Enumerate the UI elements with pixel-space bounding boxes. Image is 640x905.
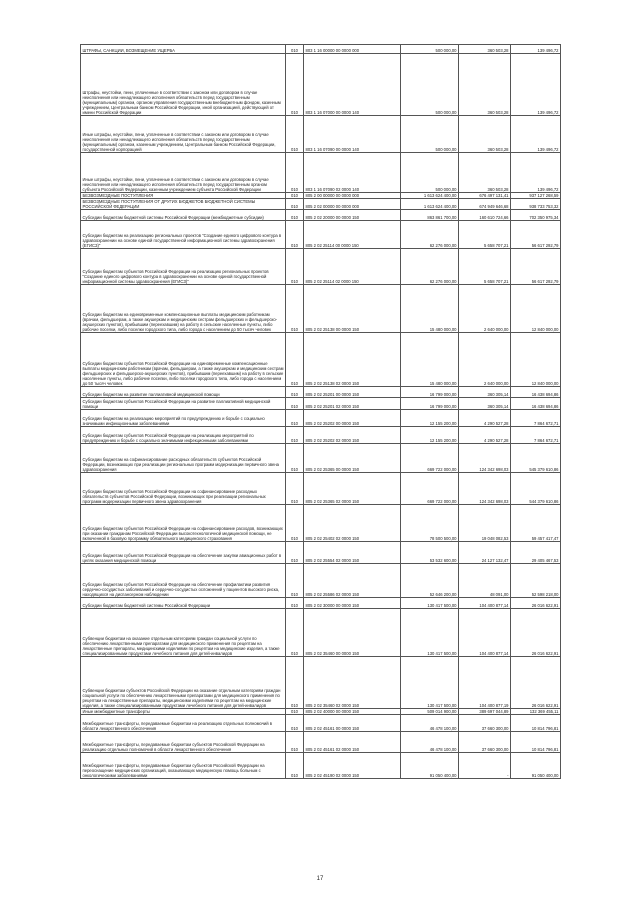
row-name: Субвенции бюджетам субъектов Российской Федерации на оказание отдельным категориям граждан социальной услуги по обеспечению лекарственными препаратами для медицинского применения по рецептам на лекарственные препараты, медицинскими изделиями по рецептам на медицинские изделия, а также специализированными продуктами лечебного питания для детей-инвалидов: [81, 657, 286, 709]
row-approved: 12 155 200,00: [401, 427, 459, 444]
row-name: Межбюджетные трансферты, передаваемые бюджетам субъектов Российской Федерации на переоснащение медицинских организаций, оказывающих медицинскую помощь больным с онкологическими заболеваниями: [81, 753, 286, 779]
row-budget-code: 805 2 02 25138 00 0000 150: [304, 285, 401, 333]
row-code: 010: [286, 709, 304, 715]
row-executed: 2 640 000,00: [459, 285, 511, 333]
row-budget-code: 805 2 02 25554 02 0000 150: [304, 542, 401, 564]
row-unexecuted: 7 864 672,71: [511, 427, 561, 444]
row-name: БЕЗВОЗМЕЗДНЫЕ ПОСТУПЛЕНИЯ ОТ ДРУГИХ БЮДЖЕТОВ БЮДЖЕТНОЙ СИСТЕМЫ РОССИЙСКОЙ ФЕДЕРАЦИИ: [81, 199, 286, 210]
row-approved: 16 799 000,00: [401, 387, 459, 398]
row-code: 010: [286, 333, 304, 387]
row-executed: 676 497 131,41: [459, 193, 511, 199]
row-approved: 500 000,00: [401, 153, 459, 193]
row-executed: 124 342 698,03: [459, 473, 511, 505]
row-unexecuted: 938 733 753,32: [511, 199, 561, 210]
row-name: Иные штрафы, неустойки, пени, уплаченные в соответствии с законом или договором в случае неисполнения или ненадлежащего исполнения обязательств перед государственным органом субъекта Российской Федерации, казенным учреждением субъекта Российской Федерации: [81, 153, 286, 193]
row-budget-code: 805 2 02 25365 02 0000 150: [304, 473, 401, 505]
row-executed: 104 400 877,19: [459, 657, 511, 709]
row-name: Субсидии бюджетам субъектов Российской Федерации на реализацию мероприятий по предупреждению и борьбе с социально значимыми инфекционными заболеваниями: [81, 427, 286, 444]
row-code: 010: [286, 732, 304, 753]
row-code: 010: [286, 564, 304, 598]
income-table: [80, 44, 561, 779]
row-unexecuted: 29 405 467,53: [511, 542, 561, 564]
row-name: Субсидии бюджетам на развитие паллиативной медицинской помощи: [81, 387, 286, 398]
row-unexecuted: 91 050 400,00: [511, 753, 561, 779]
row-budget-code: 803 1 16 07090 00 0000 140: [304, 116, 401, 153]
row-unexecuted: 544 379 610,86: [511, 473, 561, 505]
row-approved: 91 050 400,00: [401, 753, 459, 779]
row-unexecuted: 7 864 672,71: [511, 410, 561, 427]
row-code: 010: [286, 444, 304, 473]
table-row: [81, 444, 561, 473]
row-budget-code: 803 1 16 07090 02 0000 140: [304, 153, 401, 193]
row-code: 010: [286, 505, 304, 542]
row-executed: 48 091,00: [459, 564, 511, 598]
row-name: Штрафы, неустойки, пени, уплаченные в соответствии с законом или договором в случае неисполнения или ненадлежащего исполнения обязательств перед государственным (муниципальным) органом, органом управления государственным внебюджетным фондом, казенным учреждением, Центральным банком Российской Федерации, иной организацией, действующей от имени Российской Федерации: [81, 54, 286, 116]
row-name: Субсидии бюджетам бюджетной системы Российской Федерации: [81, 598, 286, 609]
row-budget-code: 805 2 02 25402 02 0000 150: [304, 505, 401, 542]
row-budget-code: 805 2 02 00000 00 0000 000: [304, 199, 401, 210]
row-code: 010: [286, 598, 304, 609]
table-row: [81, 753, 561, 779]
row-name: Субсидии бюджетам на софинансирование расходных обязательств субъектов Российской Федерации, возникающих при реализации региональных программ модернизации первичного звена здравоохранения: [81, 444, 286, 473]
row-code: 010: [286, 45, 304, 54]
page-number: 17: [316, 876, 324, 882]
table-row: [81, 199, 561, 210]
row-unexecuted: 139 496,72: [511, 45, 561, 54]
row-approved: 509 014 900,00: [401, 709, 459, 715]
row-approved: 130 417 500,00: [401, 609, 459, 657]
row-name: Межбюджетные трансферты, передаваемые бюджетам на реализацию отдельных полномочий в области лекарственного обеспечения: [81, 715, 286, 732]
row-approved: 15 480 000,00: [401, 333, 459, 387]
row-approved: 130 417 500,00: [401, 657, 459, 709]
row-name: Субсидии бюджетам субъектов Российской Федерации на обеспечение профилактики развития сердечно-сосудистых заболеваний и сердечно-сосудистых осложнений у пациентов высокого риска, находящихся на диспансерном наблюдении: [81, 564, 286, 598]
row-executed: 19 048 082,53: [459, 505, 511, 542]
row-budget-code: 805 2 02 25365 00 0000 150: [304, 444, 401, 473]
row-code: 010: [286, 410, 304, 427]
row-name: Иные штрафы, неустойки, пени, уплаченные в соответствии с законом или договором в случае неисполнения или ненадлежащего исполнения обязательств перед государственным (муниципальным) органом, казенным учреждением, Центральным банком Российской Федерации, государственной корпорацией: [81, 116, 286, 153]
row-code: 010: [286, 715, 304, 732]
row-executed: 360 503,28: [459, 45, 511, 54]
row-executed: 37 660 300,00: [459, 732, 511, 753]
row-unexecuted: 26 016 622,91: [511, 598, 561, 609]
row-executed: 104 400 877,14: [459, 609, 511, 657]
row-name: Иные межбюджетные трансферты: [81, 709, 286, 715]
row-unexecuted: 16 438 694,86: [511, 398, 561, 410]
row-unexecuted: 56 617 292,79: [511, 221, 561, 249]
row-approved: 500 000,00: [401, 54, 459, 116]
row-approved: 669 722 000,00: [401, 473, 459, 505]
row-budget-code: 805 2 02 45161 00 0000 150: [304, 715, 401, 732]
row-code: 010: [286, 542, 304, 564]
row-executed: 5 658 707,21: [459, 221, 511, 249]
row-name: Субсидии бюджетам субъектов Российской Федерации на софинансирование расходов, возникающих при оказании гражданам Российской Федерации высокотехнологичной медицинской помощи, не включенной в базовую программу обязательного медицинского страхования: [81, 505, 286, 542]
table-row: [81, 427, 561, 444]
row-code: 010: [286, 657, 304, 709]
row-unexecuted: 16 438 694,86: [511, 387, 561, 398]
row-name: Субсидии бюджетам на единовременные компенсационные выплаты медицинским работникам (врачам, фельдшерам, а также акушеркам и медицинским сестрам фельдшерских и фельдшерско-акушерских пунктов), прибывшим (переехавшим) на работу в сельские населенные пункты, либо рабочие поселки, либо поселки городского типа, либо города с населением до 50 тысяч человек: [81, 285, 286, 333]
row-budget-code: 805 2 02 45190 02 0000 150: [304, 753, 401, 779]
row-budget-code: 805 2 02 25586 02 0000 150: [304, 564, 401, 598]
table-row: [81, 193, 561, 199]
row-code: 010: [286, 249, 304, 285]
row-executed: 124 342 698,03: [459, 444, 511, 473]
row-name: Субсидии бюджетам бюджетной системы Российской Федерации (межбюджетные субсидии): [81, 210, 286, 221]
row-budget-code: 805 2 02 25138 02 0000 150: [304, 333, 401, 387]
row-unexecuted: 702 350 975,34: [511, 210, 561, 221]
row-budget-code: 805 2 02 45161 02 0000 150: [304, 732, 401, 753]
table-row: [81, 285, 561, 333]
row-budget-code: 803 1 16 07000 00 0000 140: [304, 54, 401, 116]
row-approved: 1 613 624 400,00: [401, 199, 459, 210]
row-budget-code: 805 2 02 25201 00 0000 150: [304, 387, 401, 398]
table-row: [81, 715, 561, 732]
table-row: [81, 398, 561, 410]
row-executed: 360 305,14: [459, 387, 511, 398]
row-name: Субсидии бюджетам субъектов Российской Федерации на обеспечение закупки авиационных работ в целях оказания медицинской помощи: [81, 542, 286, 564]
row-code: 010: [286, 54, 304, 116]
row-unexecuted: 10 814 796,81: [511, 715, 561, 732]
table-row: [81, 45, 561, 54]
table-row: [81, 116, 561, 153]
table-row: [81, 54, 561, 116]
row-executed: 37 660 300,00: [459, 715, 511, 732]
row-budget-code: 805 2 02 35460 02 0000 150: [304, 657, 401, 709]
row-code: 010: [286, 210, 304, 221]
row-unexecuted: 52 598 218,00: [511, 564, 561, 598]
table-row: [81, 387, 561, 398]
row-executed: 160 610 724,66: [459, 210, 511, 221]
row-budget-code: 805 2 02 20000 00 0000 150: [304, 210, 401, 221]
table-row: [81, 732, 561, 753]
row-unexecuted: 139 496,72: [511, 54, 561, 116]
row-name: Межбюджетные трансферты, передаваемые бюджетам субъектов Российской Федерации на реализацию отдельных полномочий в области лекарственного обеспечения: [81, 732, 286, 753]
row-budget-code: 805 2 00 00000 00 0000 000: [304, 193, 401, 199]
report-page: [80, 44, 560, 779]
row-approved: 130 417 500,00: [401, 598, 459, 609]
table-row: [81, 505, 561, 542]
row-executed: 24 127 132,47: [459, 542, 511, 564]
table-row: [81, 609, 561, 657]
row-unexecuted: 937 127 268,59: [511, 193, 561, 199]
row-code: 010: [286, 753, 304, 779]
table-row: [81, 473, 561, 505]
row-executed: 360 503,28: [459, 54, 511, 116]
table-row: [81, 410, 561, 427]
row-executed: 360 503,28: [459, 153, 511, 193]
row-approved: 863 861 700,00: [401, 210, 459, 221]
table-row: [81, 221, 561, 249]
row-executed: 360 305,14: [459, 398, 511, 410]
row-code: 010: [286, 153, 304, 193]
row-unexecuted: 56 617 292,79: [511, 249, 561, 285]
row-unexecuted: 59 457 417,47: [511, 505, 561, 542]
table-row: [81, 153, 561, 193]
row-code: 010: [286, 398, 304, 410]
row-code: 010: [286, 193, 304, 199]
row-executed: 4 290 527,28: [459, 410, 511, 427]
row-unexecuted: 26 016 622,91: [511, 609, 561, 657]
row-budget-code: 805 2 02 40000 00 0000 150: [304, 709, 401, 715]
row-approved: 78 500 500,00: [401, 505, 459, 542]
row-approved: 52 646 200,00: [401, 564, 459, 598]
row-approved: 46 478 100,00: [401, 715, 459, 732]
row-code: 010: [286, 221, 304, 249]
row-code: 010: [286, 427, 304, 444]
row-name: Субсидии бюджетам субъектов Российской Федерации на единовременные компенсационные выплаты медицинским работникам (врачам, фельдшерам, а также акушеркам и медицинским сестрам фельдшерских и фельдшерско-акушерских пунктов), прибывшим (переехавшим) на работу в сельские населенные пункты, либо рабочие поселки, либо поселки городского типа, либо города с населением до 50 тысяч человек: [81, 333, 286, 387]
table-row: [81, 210, 561, 221]
row-code: 010: [286, 199, 304, 210]
row-budget-code: 805 2 02 30000 00 0000 150: [304, 598, 401, 609]
row-name: Субвенции бюджетам на оказание отдельным категориям граждан социальной услуги по обеспечению лекарственными препаратами для медицинского применения по рецептам на лекарственные препараты, медицинскими изделиями по рецептам на медицинские изделия, а также специализированными продуктами лечебного питания для детей-инвалидов: [81, 609, 286, 657]
row-approved: 669 722 000,00: [401, 444, 459, 473]
row-name: Субсидии бюджетам субъектов Российской Федерации на развитие паллиативной медицинской помощи: [81, 398, 286, 410]
row-approved: 46 478 100,00: [401, 732, 459, 753]
row-name: БЕЗВОЗМЕЗДНЫЕ ПОСТУПЛЕНИЯ: [81, 193, 286, 199]
row-unexecuted: 26 016 622,91: [511, 657, 561, 709]
row-executed: 104 400 877,14: [459, 598, 511, 609]
row-approved: 15 480 000,00: [401, 285, 459, 333]
row-executed: 4 290 527,28: [459, 427, 511, 444]
table-row: [81, 598, 561, 609]
row-unexecuted: 139 496,72: [511, 153, 561, 193]
row-unexecuted: 139 496,72: [511, 116, 561, 153]
row-approved: 500 000,00: [401, 116, 459, 153]
row-unexecuted: 12 840 000,00: [511, 285, 561, 333]
row-name: ШТРАФЫ, САНКЦИИ, ВОЗМЕЩЕНИЕ УЩЕРБА: [81, 45, 286, 54]
row-executed: 360 503,28: [459, 116, 511, 153]
row-executed: 2 640 000,00: [459, 333, 511, 387]
table-row: [81, 249, 561, 285]
row-code: 010: [286, 473, 304, 505]
row-executed: 674 949 646,68: [459, 199, 511, 210]
row-approved: 500 000,00: [401, 45, 459, 54]
row-code: 010: [286, 116, 304, 153]
row-executed: 5 658 707,21: [459, 249, 511, 285]
row-approved: 16 799 000,00: [401, 398, 459, 410]
row-name: Субсидии бюджетам субъектов Российской Федерации на софинансирование расходных обязательств субъектов Российской Федерации, возникающих при реализации региональных программ модернизации первичного звена здравоохранения: [81, 473, 286, 505]
row-approved: 12 155 200,00: [401, 410, 459, 427]
row-budget-code: 805 2 02 25201 02 0000 150: [304, 398, 401, 410]
table-row: [81, 333, 561, 387]
row-executed: 389 697 044,89: [459, 709, 511, 715]
row-unexecuted: 12 840 000,00: [511, 333, 561, 387]
row-budget-code: 805 2 02 35460 00 0000 150: [304, 609, 401, 657]
row-approved: 1 613 624 400,00: [401, 193, 459, 199]
row-name: Субсидии бюджетам на реализацию мероприятий по предупреждению и борьбе с социально значимыми инфекционными заболеваниями: [81, 410, 286, 427]
row-code: 010: [286, 609, 304, 657]
row-approved: 53 532 600,00: [401, 542, 459, 564]
row-code: 010: [286, 285, 304, 333]
row-budget-code: 803 1 16 00000 00 0000 000: [304, 45, 401, 54]
row-unexecuted: 10 814 796,81: [511, 732, 561, 753]
table-row: [81, 542, 561, 564]
row-approved: 62 276 000,00: [401, 249, 459, 285]
row-executed: -: [459, 753, 511, 779]
row-budget-code: 805 2 02 25114 02 0000 150: [304, 249, 401, 285]
row-name: Субсидии бюджетам субъектов Российской Федерации на реализацию региональных проектов "Создание единого цифрового контура в здравоохранении на основе единой государственной информационной системы здравоохранения (ЕГИСЗ)": [81, 249, 286, 285]
table-row: [81, 564, 561, 598]
row-code: 010: [286, 387, 304, 398]
row-budget-code: 805 2 02 25114 00 0000 150: [304, 221, 401, 249]
row-unexecuted: 545 379 610,86: [511, 444, 561, 473]
row-unexecuted: 132 369 455,11: [511, 709, 561, 715]
row-budget-code: 805 2 02 25202 00 0000 150: [304, 410, 401, 427]
row-name: Субсидии бюджетам на реализацию региональных проектов "Создание единого цифрового контура в здравоохранении на основе единой государственной информационной системы здравоохранения (ЕГИСЗ)": [81, 221, 286, 249]
table-row: [81, 657, 561, 709]
row-approved: 62 276 000,00: [401, 221, 459, 249]
row-budget-code: 805 2 02 25202 02 0000 150: [304, 427, 401, 444]
